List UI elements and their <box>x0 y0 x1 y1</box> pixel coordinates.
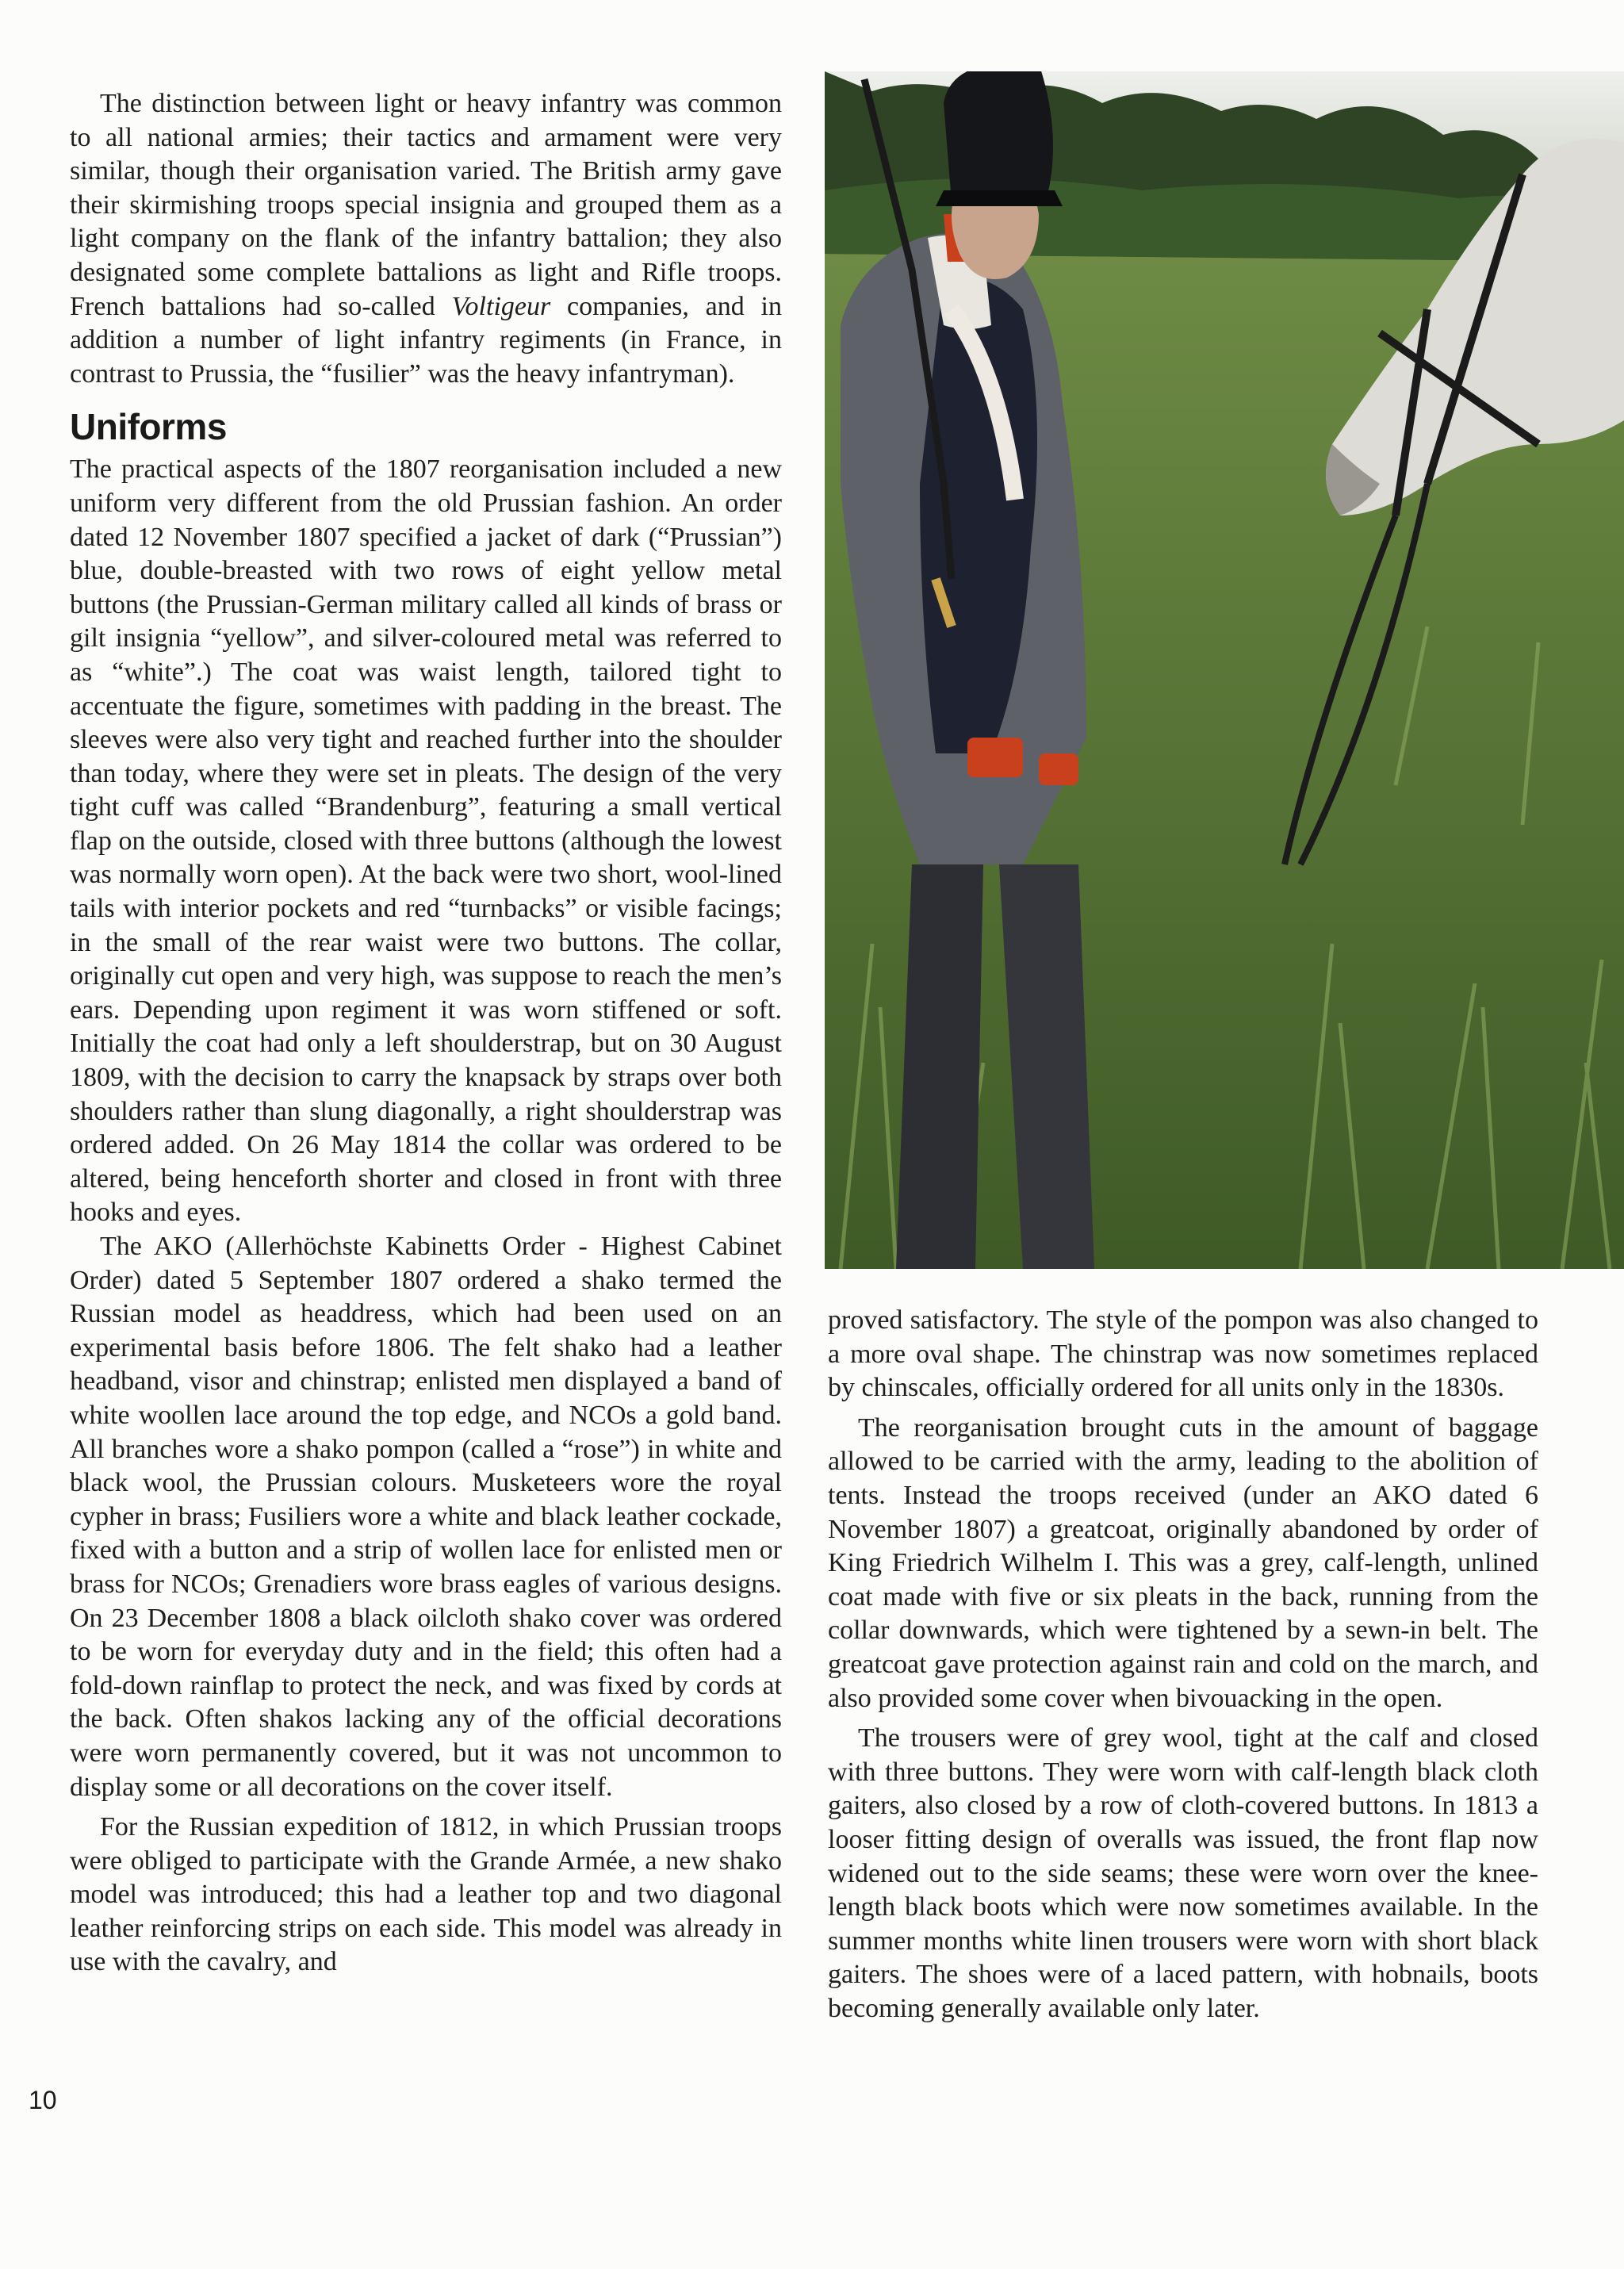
body-paragraph: The reorganisation brought cuts in the amount of baggage allowed to be carried with the army, leading to the abolition of tents. Instead the troops received (under an AKO dated 6 November 1807) a greatcoat, originally abandoned by order of King Friedrich Wilhelm I. This was a grey, calf-length, unlined coat made with five or six pleats in the back, running from the collar downwards, which were tightened by a sewn-in belt. The greatcoat gave protection against rain and cold on the march, and also provided some cover when bivouacking in the open. <box>828 1412 1538 1713</box>
soldier-photograph <box>825 71 1624 1269</box>
page-number: 10 <box>29 2086 57 2114</box>
body-paragraph: The AKO (Allerhöchste Kabinetts Order - Highest Cabinet Order) dated 5 September 1807 ordered a shako termed the Russian model as headdress, which had been used on an experimental basis before 1806. The felt shako had a leather headband, visor and chinstrap; enlisted men displayed a band of white woollen lace around the top edge, and NCOs a gold band. All branches wore a shako pompon (called a “rose”) in white and black wool, the Prussian colours. Musketeers wore the royal cypher in brass; Fusiliers wore a white and black leather cockade, fixed with a button and a strip of wollen lace for enlisted men or brass for NCOs; Grenadiers wore brass eagles of various designs. On 23 December 1808 a black oilcloth shako cover was ordered to be worn for everyday duty and in the field; this often had a fold-down rainflap to protect the neck, and was fixed by cords at the back. Often shakos lacking any of the official decorations were worn permanently covered, but it was not uncommon to display some or all decorations on the cover itself. <box>70 1232 782 1802</box>
intro-paragraph: The distinction between light or heavy infantry was common to all national armies; their tactics and armament were very similar, though their organisation varied. The British army gave their skirmishing troops special insignia and grouped them as a light company on the flank of the infantry battalion; they also designated some complete battalions as light and Rifle troops. French battalions had so-called Voltigeur companies, and in addition a number of light infantry regiments (in France, in contrast to Prussia, the “fusilier” was the heavy infantryman). <box>70 89 782 389</box>
body-paragraph: proved satisfactory. The style of the pompon was also changed to a more oval shape. The chinstrap was now sometimes replaced by chinscales, officially ordered for all units only in the 1830s. <box>828 1305 1538 1403</box>
section-heading: Uniforms <box>70 406 227 448</box>
body-paragraph: The trousers were of grey wool, tight at the calf and closed with three buttons. They were worn with calf-length black cloth gaiters, also closed by a row of cloth-covered buttons. In 1813 a looser fitting design of overalls was issued, the front flap now widened out to the side seams; these were worn over the knee-length black boots which were now sometimes available. In the summer months white linen trousers were worn with short black gaiters. The shoes were of a laced pattern, with hobnails, boots becoming generally available only later. <box>828 1723 1538 2023</box>
body-paragraph: The practical aspects of the 1807 reorganisation included a new uniform very different from the old Prussian fashion. An order dated 12 November 1807 specified a jacket of dark (“Prussian”) blue, double-breasted with two rows of eight yellow metal buttons (the Prussian-German military called all kinds of brass or gilt insignia “yellow”, and silver-coloured metal was referred to as “white”.) The coat was waist length, tailored tight to accentuate the figure, sometimes with padding in the breast. The sleeves were also very tight and reached further into the shoulder than today, where they were set in pleats. The design of the very tight cuff was called “Brandenburg”, featuring a small vertical flap on the outside, closed with three buttons (although the lowest was normally worn open). At the back were two short, wool-lined tails with interior pockets and red “turnbacks” or visible facings; in the small of the rear waist were two buttons. The collar, originally cut open and very high, was suppose to reach the men’s ears. Depending upon regiment it was worn stiffened or soft. Initially the coat had only a left shoulderstrap, but on 30 August 1809, with the decision to carry the knapsack by straps over both shoulders rather than slung diagonally, a right shoulderstrap was ordered added. On 26 May 1814 the collar was ordered to be altered, being henceforth shorter and closed in front with three hooks and eyes. <box>70 454 782 1228</box>
body-paragraph: For the Russian expedition of 1812, in which Prussian troops were obliged to participate with the Grande Armée, a new shako model was introduced; this had a leather top and two diagonal leather reinforcing strips on each side. This model was already in use with the cavalry, and <box>70 1812 782 1977</box>
voltigeur-term: Voltigeur <box>451 291 551 321</box>
right-column <box>828 1304 1538 2026</box>
left-column <box>70 87 782 1980</box>
